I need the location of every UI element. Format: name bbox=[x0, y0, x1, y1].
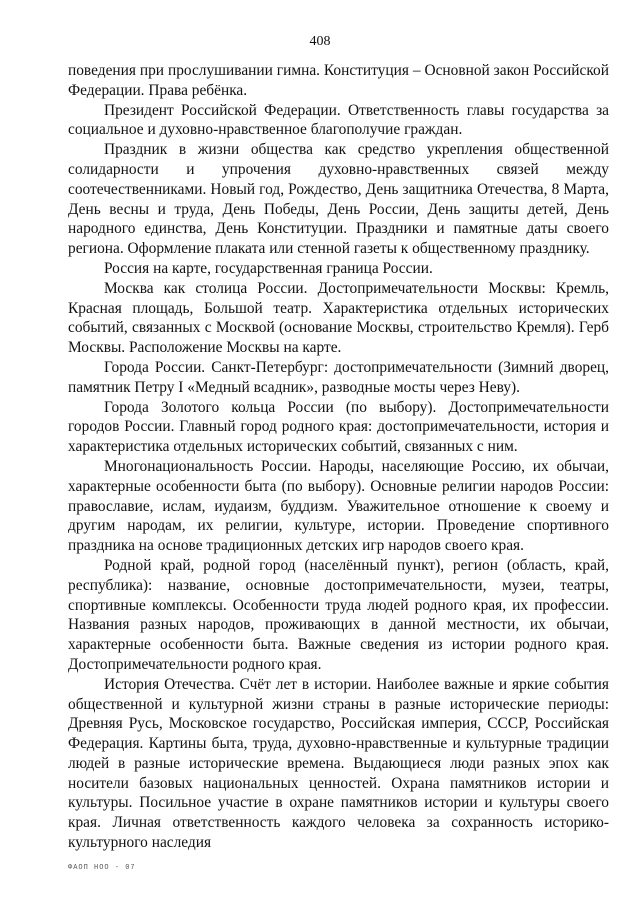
paragraph-native-land: Родной край, родной город (населённый пункт), регион (область, край, республика): название, основные достопримечательности, музеи, театры, спортивные комплексы. Особенности труда людей родного края, их профессии. Названия разных народов, проживающих в данной местности, их обычаи, характерные особенности быта. Важные сведения из истории родного края. Достопримечательности родного края. bbox=[68, 556, 609, 673]
paragraph-moscow: Москва как столица России. Достопримечательности Москвы: Кремль, Красная площадь, Большой театр. Характеристика отдельных исторических событий, связанных с Москвой (основание Москвы, строительство Кремля). Герб Москвы. Расположение Москвы на карте. bbox=[68, 279, 609, 357]
paragraph-president: Президент Российской Федерации. Ответственность главы государства за социальное и духовно-нравственное благополучие граждан. bbox=[68, 101, 609, 139]
paragraph-history: История Отечества. Счёт лет в истории. Наиболее важные и яркие события общественной и культурной жизни страны в разные исторические периоды: Древняя Русь, Московское государство, Российская империя, СССР, Российская Федерация. Картины быта, труда, духовно-нравственные и культурные традиции людей в разные исторические времена. Выдающиеся люди разных эпох как носители базовых национальных ценностей. Охрана памятников истории и культуры. Посильное участие в охране памятников истории и культуры своего края. Личная ответственность каждого человека за сохранность историко-культурного наследия bbox=[68, 675, 609, 852]
paragraph-holidays: Праздник в жизни общества как средство укрепления общественной солидарности и упрочения духовно-нравственных связей между соотечественниками. Новый год, Рождество, День защитника Отечества, 8 Марта, День весны и труда, День Победы, День России, День защиты детей, День народного единства, День Конституции. Праздники и памятные даты своего региона. Оформление плаката или стенной газеты к общественному празднику. bbox=[68, 141, 609, 258]
paragraph-golden-ring: Города Золотого кольца России (по выбору). Достопримечательности городов России. Главный город родного края: достопримечательности, история и характеристика отдельных исторических событий, связанных с ним. bbox=[68, 398, 609, 456]
document-body bbox=[68, 61, 609, 853]
paragraph-multinational: Многонациональность России. Народы, населяющие Россию, их обычаи, характерные особенности быта (по выбору). Основные религии народов России: православие, ислам, иудаизм, буддизм. Уважительное отношение к своему и другим народам, их религии, культуре, истории. Проведение спортивного праздника на основе традиционных детских игр народов своего края. bbox=[68, 457, 609, 555]
paragraph-continuation: поведения при прослушивании гимна. Конституция – Основной закон Российской Федерации. Права ребёнка. bbox=[68, 62, 609, 99]
paragraph-russia-map: Россия на карте, государственная граница России. bbox=[104, 259, 433, 277]
page-number: 408 bbox=[309, 34, 331, 49]
document-footer-code: ФАОП НОО - 07 bbox=[68, 864, 136, 872]
paragraph-cities: Города России. Санкт-Петербург: достопримечательности (Зимний дворец, памятник Петру I «Медный всадник», разводные мосты через Неву). bbox=[68, 358, 609, 396]
